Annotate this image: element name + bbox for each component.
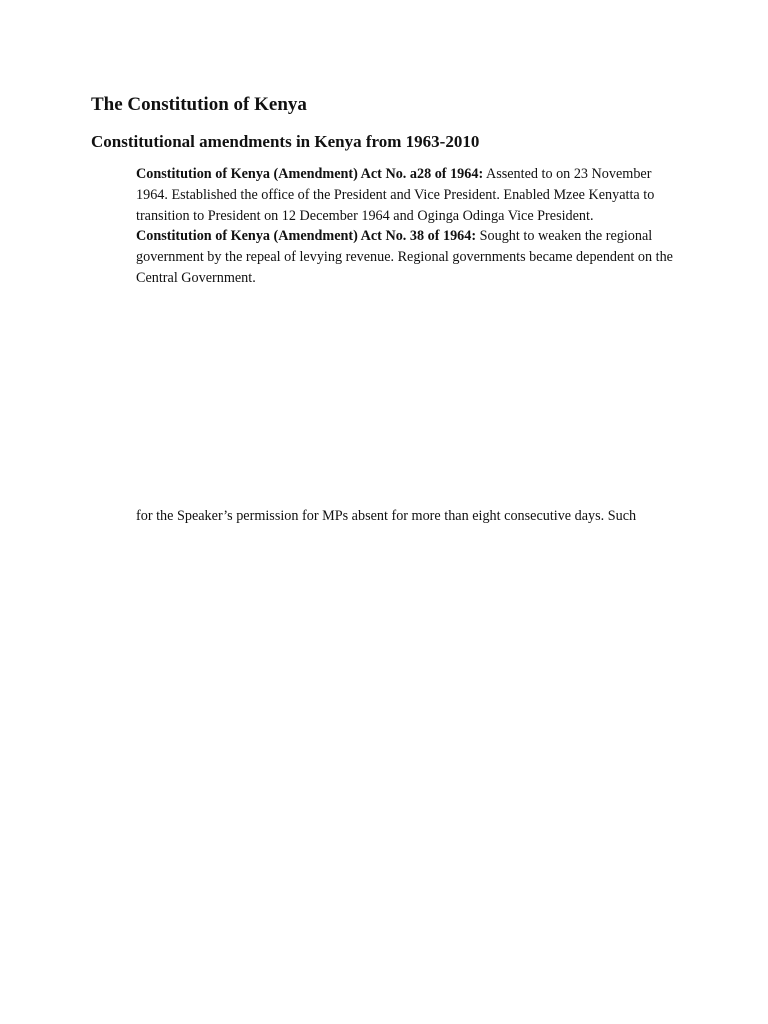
amendment-heading: Constitution of Kenya (Amendment) Act No. a28 of 1964: [136,166,484,182]
document-title: The Constitution of Kenya [91,94,307,115]
amendment-body: Assented to on 23 November 1964. Established the office of the President and Vice President. Enabled Mzee Kenyatta to transition to President on 12 December 1964 and Oginga Odinga Vice President. [136,166,655,224]
amendment-entry [136,226,676,288]
text-fragment: for the Speaker’s permission for MPs absent for more than eight consecutive days. Such [136,508,637,524]
amendment-list [136,164,676,289]
document-subtitle: Constitutional amendments in Kenya from 1963-2010 [91,132,480,151]
amendment-heading: Constitution of Kenya (Amendment) Act No. 38 of 1964: [136,228,477,245]
amendment-body: Sought to weaken the regional government by the repeal of levying revenue. Regional governments became dependent on the Central Government. [136,228,673,286]
amendment-entry [136,164,676,226]
